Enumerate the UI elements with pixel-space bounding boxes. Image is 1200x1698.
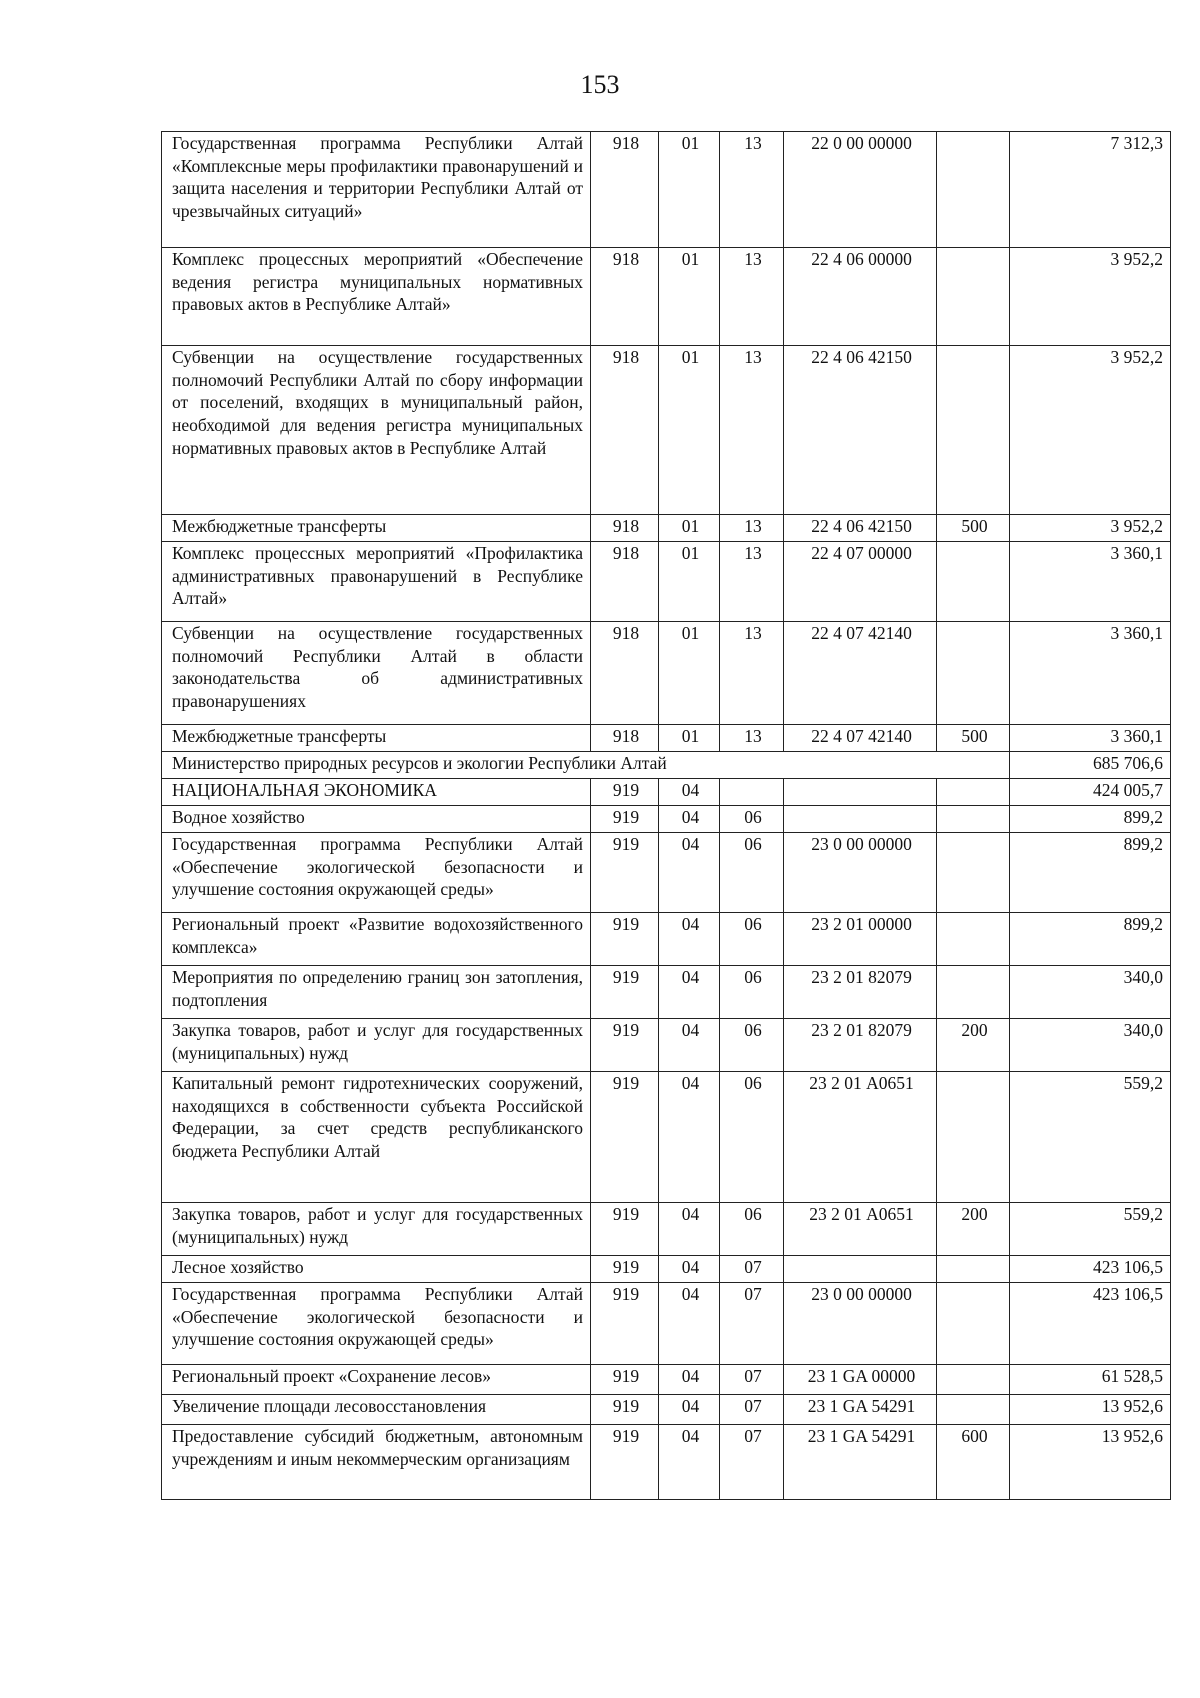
row-sum: 3 360,1: [1010, 622, 1171, 725]
row-target-article: 23 2 01 00000: [784, 913, 937, 966]
row-target-article: 22 4 07 42140: [784, 622, 937, 725]
row-expense-type: [937, 1283, 1010, 1365]
row-section: 04: [659, 779, 720, 806]
row-target-article: [784, 779, 937, 806]
row-expense-type: [937, 248, 1010, 346]
row-name: Мероприятия по определению границ зон затопления, подтопления: [162, 966, 591, 1019]
row-target-article: 23 2 01 А0651: [784, 1203, 937, 1256]
table-row: [162, 1203, 1171, 1256]
row-name: Комплекс процессных мероприятий «Профилактика административных правонарушений в Республике Алтай»: [162, 542, 591, 622]
row-name: Увеличение площади лесовосстановления: [162, 1395, 591, 1425]
row-section: 04: [659, 1395, 720, 1425]
row-expense-type: [937, 806, 1010, 833]
row-subsection: [720, 779, 784, 806]
row-expense-type: [937, 1072, 1010, 1203]
row-expense-type: 200: [937, 1203, 1010, 1256]
row-subsection: 07: [720, 1283, 784, 1365]
ministry-name: Министерство природных ресурсов и экологии Республики Алтай: [162, 752, 1010, 779]
table-row: [162, 622, 1171, 725]
row-section: 04: [659, 966, 720, 1019]
page-number: 153: [580, 70, 620, 99]
row-grbs: 919: [591, 1425, 659, 1500]
row-expense-type: [937, 913, 1010, 966]
table-row: [162, 806, 1171, 833]
row-sum: 340,0: [1010, 966, 1171, 1019]
row-sum: 899,2: [1010, 913, 1171, 966]
row-grbs: 919: [591, 1203, 659, 1256]
row-sum: 3 360,1: [1010, 542, 1171, 622]
row-name: Капитальный ремонт гидротехнических сооружений, находящихся в собственности субъекта Российской Федерации, за счет средств республиканского бюджета Республики Алтай: [162, 1072, 591, 1203]
row-name: Предоставление субсидий бюджетным, автономным учреждениям и иным некоммерческим организациям: [162, 1425, 591, 1500]
row-grbs: 919: [591, 966, 659, 1019]
row-sum: 13 952,6: [1010, 1395, 1171, 1425]
row-sum: 559,2: [1010, 1072, 1171, 1203]
row-grbs: 919: [591, 1256, 659, 1283]
row-name: Водное хозяйство: [162, 806, 591, 833]
row-expense-type: [937, 833, 1010, 913]
row-expense-type: 200: [937, 1019, 1010, 1072]
row-name: Государственная программа Республики Алтай «Обеспечение экологической безопасности и улучшение состояния окружающей среды»: [162, 1283, 591, 1365]
row-grbs: 918: [591, 725, 659, 752]
row-name: Лесное хозяйство: [162, 1256, 591, 1283]
table-row: [162, 542, 1171, 622]
row-expense-type: [937, 132, 1010, 248]
row-sum: 3 952,2: [1010, 515, 1171, 542]
row-grbs: 918: [591, 515, 659, 542]
row-name: Межбюджетные трансферты: [162, 725, 591, 752]
row-section: 01: [659, 132, 720, 248]
row-grbs: 919: [591, 1283, 659, 1365]
row-expense-type: [937, 1256, 1010, 1283]
row-sum: 13 952,6: [1010, 1425, 1171, 1500]
row-grbs: 919: [591, 1365, 659, 1395]
row-name: Государственная программа Республики Алтай «Обеспечение экологической безопасности и улучшение состояния окружающей среды»: [162, 833, 591, 913]
row-subsection: 07: [720, 1365, 784, 1395]
table-row: [162, 132, 1171, 248]
table-row: [162, 1019, 1171, 1072]
table-row: [162, 966, 1171, 1019]
row-subsection: 06: [720, 806, 784, 833]
row-section: 01: [659, 542, 720, 622]
row-grbs: 918: [591, 132, 659, 248]
row-section: 04: [659, 833, 720, 913]
row-section: 04: [659, 806, 720, 833]
row-expense-type: [937, 1365, 1010, 1395]
row-target-article: 22 4 06 42150: [784, 346, 937, 515]
table-row: [162, 779, 1171, 806]
row-name: Межбюджетные трансферты: [162, 515, 591, 542]
row-target-article: 23 2 01 А0651: [784, 1072, 937, 1203]
row-section: 01: [659, 725, 720, 752]
table-row: [162, 913, 1171, 966]
row-subsection: 07: [720, 1425, 784, 1500]
row-section: 04: [659, 1072, 720, 1203]
row-sum: 3 952,2: [1010, 346, 1171, 515]
table-row: [162, 1395, 1171, 1425]
row-expense-type: 600: [937, 1425, 1010, 1500]
row-subsection: 13: [720, 346, 784, 515]
row-name: Субвенции на осуществление государственных полномочий Республики Алтай в области законодательства об административных правонарушениях: [162, 622, 591, 725]
row-section: 01: [659, 515, 720, 542]
row-expense-type: [937, 622, 1010, 725]
row-expense-type: 500: [937, 725, 1010, 752]
row-expense-type: [937, 346, 1010, 515]
table-row: [162, 1425, 1171, 1500]
row-section: 01: [659, 346, 720, 515]
row-name: Комплекс процессных мероприятий «Обеспечение ведения регистра муниципальных нормативных правовых актов в Республике Алтай»: [162, 248, 591, 346]
table-row: [162, 346, 1171, 515]
row-expense-type: [937, 542, 1010, 622]
table-row: [162, 833, 1171, 913]
row-subsection: 13: [720, 515, 784, 542]
row-sum: 424 005,7: [1010, 779, 1171, 806]
row-target-article: 23 2 01 82079: [784, 966, 937, 1019]
row-grbs: 919: [591, 833, 659, 913]
row-sum: 3 360,1: [1010, 725, 1171, 752]
row-target-article: 23 1 GA 54291: [784, 1425, 937, 1500]
row-grbs: 919: [591, 806, 659, 833]
table-row: [162, 515, 1171, 542]
row-section: 04: [659, 1203, 720, 1256]
row-grbs: 919: [591, 779, 659, 806]
row-name: Закупка товаров, работ и услуг для государственных (муниципальных) нужд: [162, 1203, 591, 1256]
row-section: 01: [659, 622, 720, 725]
row-target-article: [784, 1256, 937, 1283]
row-section: 04: [659, 913, 720, 966]
row-grbs: 919: [591, 913, 659, 966]
row-expense-type: [937, 779, 1010, 806]
row-name: Региональный проект «Сохранение лесов»: [162, 1365, 591, 1395]
row-subsection: 13: [720, 725, 784, 752]
row-expense-type: [937, 1395, 1010, 1425]
row-target-article: 22 4 06 42150: [784, 515, 937, 542]
row-sum: 899,2: [1010, 833, 1171, 913]
row-grbs: 918: [591, 248, 659, 346]
row-name: Закупка товаров, работ и услуг для государственных (муниципальных) нужд: [162, 1019, 591, 1072]
row-grbs: 918: [591, 346, 659, 515]
table-row: [162, 1283, 1171, 1365]
row-grbs: 919: [591, 1395, 659, 1425]
row-target-article: 22 4 07 00000: [784, 542, 937, 622]
row-section: 04: [659, 1365, 720, 1395]
row-name: Региональный проект «Развитие водохозяйственного комплекса»: [162, 913, 591, 966]
row-section: 04: [659, 1256, 720, 1283]
row-sum: 899,2: [1010, 806, 1171, 833]
row-section: 04: [659, 1019, 720, 1072]
row-subsection: 06: [720, 1019, 784, 1072]
row-sum: 340,0: [1010, 1019, 1171, 1072]
row-sum: 559,2: [1010, 1203, 1171, 1256]
row-sum: 61 528,5: [1010, 1365, 1171, 1395]
row-grbs: 918: [591, 622, 659, 725]
row-subsection: 06: [720, 966, 784, 1019]
row-target-article: 22 4 06 00000: [784, 248, 937, 346]
row-section: 01: [659, 248, 720, 346]
row-target-article: 22 4 07 42140: [784, 725, 937, 752]
row-subsection: 06: [720, 833, 784, 913]
table-row: [162, 248, 1171, 346]
row-subsection: 07: [720, 1395, 784, 1425]
row-expense-type: [937, 966, 1010, 1019]
ministry-row: [162, 752, 1171, 779]
row-subsection: 13: [720, 132, 784, 248]
row-grbs: 919: [591, 1019, 659, 1072]
table-row: [162, 1072, 1171, 1203]
row-name: Субвенции на осуществление государственных полномочий Республики Алтай по сбору информации от поселений, входящих в муниципальный район, необходимой для ведения регистра муниципальных нормативных правовых актов в Республике Алтай: [162, 346, 591, 515]
row-grbs: 919: [591, 1072, 659, 1203]
row-target-article: 23 0 00 00000: [784, 1283, 937, 1365]
table-row: [162, 725, 1171, 752]
row-subsection: 06: [720, 913, 784, 966]
row-subsection: 06: [720, 1203, 784, 1256]
budget-table: [161, 131, 1171, 1500]
table-row: [162, 1256, 1171, 1283]
row-section: 04: [659, 1283, 720, 1365]
row-subsection: 13: [720, 248, 784, 346]
table-row: [162, 1365, 1171, 1395]
row-expense-type: 500: [937, 515, 1010, 542]
row-target-article: 23 0 00 00000: [784, 833, 937, 913]
row-target-article: 23 2 01 82079: [784, 1019, 937, 1072]
row-section: 04: [659, 1425, 720, 1500]
row-sum: 423 106,5: [1010, 1256, 1171, 1283]
row-target-article: 23 1 GA 00000: [784, 1365, 937, 1395]
row-subsection: 07: [720, 1256, 784, 1283]
row-target-article: [784, 806, 937, 833]
row-sum: 3 952,2: [1010, 248, 1171, 346]
row-sum: 7 312,3: [1010, 132, 1171, 248]
row-target-article: 23 1 GA 54291: [784, 1395, 937, 1425]
row-sum: 423 106,5: [1010, 1283, 1171, 1365]
row-subsection: 13: [720, 622, 784, 725]
ministry-sum: 685 706,6: [1010, 752, 1171, 779]
row-subsection: 13: [720, 542, 784, 622]
row-grbs: 918: [591, 542, 659, 622]
row-name: Государственная программа Республики Алтай «Комплексные меры профилактики правонарушений и защита населения и территории Республики Алтай от чрезвычайных ситуаций»: [162, 132, 591, 248]
row-target-article: 22 0 00 00000: [784, 132, 937, 248]
row-name: НАЦИОНАЛЬНАЯ ЭКОНОМИКА: [162, 779, 591, 806]
row-subsection: 06: [720, 1072, 784, 1203]
